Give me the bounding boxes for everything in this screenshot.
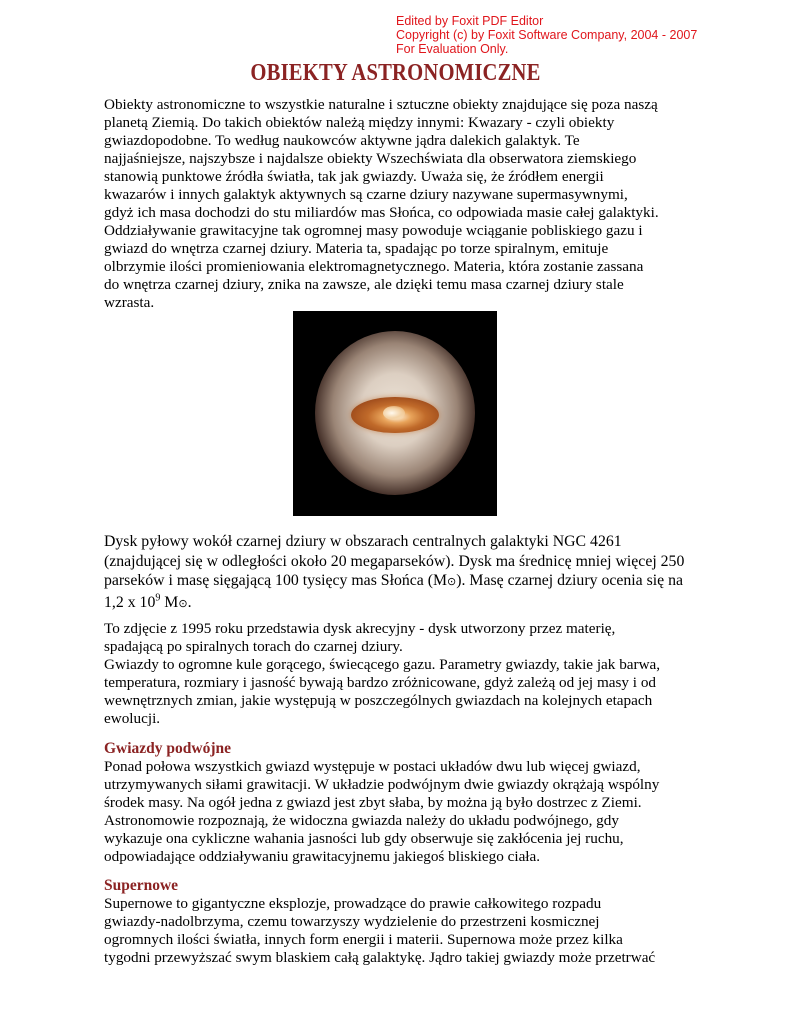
accretion-disk-photo (293, 311, 497, 516)
watermark-line-2: Copyright (c) by Foxit Software Company, 2004 - 2007 (396, 28, 698, 42)
text-line: Gwiazdy to ogromne kule gorącego, świecącego gazu. Parametry gwiazdy, takie jak barwa, (104, 656, 661, 673)
dust-disk (351, 397, 439, 433)
text-line: najjaśniejsze, najszybsze i najdalsze obiekty Wszechświata dla obserwatora ziemskiego (104, 150, 637, 167)
text-line: kwazarów i innych galaktyk aktywnych są czarne dziury nazywane supermasywnymi, (104, 186, 628, 203)
sun-symbol: ⊙ (447, 576, 457, 588)
disk-core (383, 406, 405, 420)
text-line: wewnętrznych zmian, jakie występują w poszczególnych gwiazdach na kolejnych etapach (104, 692, 653, 709)
text-line: odpowiadające oddziaływaniu grawitacyjnemu jakiegoś bliskiego ciała. (104, 848, 541, 865)
heading-binary-stars: Gwiazdy podwójne (104, 740, 232, 757)
binary-stars-paragraph (104, 758, 674, 866)
text-line: spadającą po spiralnych torach do czarnej dziury. (104, 638, 403, 655)
watermark-line-3: For Evaluation Only. (396, 42, 509, 56)
text-line: wykazuje ona cykliczne wahania jasności lub gdy obserwuje się zakłócenia jej ruchu, (104, 830, 624, 847)
text-line: Astronomowie rozpoznają, że widoczna gwiazda należy do układu podwójnego, gdy (104, 812, 619, 829)
sun-symbol: ⊙ (178, 597, 188, 610)
page-title: OBIEKTY ASTRONOMICZNE (250, 60, 541, 86)
caption-line (104, 571, 684, 593)
foxit-watermark (396, 14, 697, 56)
text-line: środek masy. Na ogół jedna z gwiazd jest zbyt słaba, by można ją było dostrzec z Ziemi. (104, 794, 642, 811)
text-line: gwiazdy-nadolbrzyma, czemu towarzyszy wydzielenie do przestrzeni kosmicznej (104, 913, 600, 930)
caption-line: Dysk pyłowy wokół czarnej dziury w obszarach centralnych galaktyki NGC 4261 (104, 533, 622, 550)
exponent: 9 (155, 592, 161, 604)
text-line: Obiekty astronomiczne to wszystkie naturalne i sztuczne obiekty znajdujące się poza naszą (104, 96, 658, 113)
text-line: utrzymywanych siłami grawitacji. W układzie podwójnym dwie gwiazdy okrążają wspólny (104, 776, 660, 793)
caption-text: ). Masę czarnej dziury ocenia się na (456, 572, 684, 589)
supernovae-paragraph (104, 895, 674, 967)
text-line: gwiazd do wnętrza czarnej dziury. Materia ta, spadając po torze spiralnym, emituje (104, 240, 609, 257)
caption-line: (znajdującej się w odległości około 20 megaparseków). Dysk ma średnicę mniej więcej 250 (104, 552, 685, 570)
photo-caption (104, 532, 685, 614)
intro-paragraph (104, 96, 674, 312)
heading-supernovae: Supernowe (104, 877, 179, 894)
watermark-line-1: Edited by Foxit PDF Editor (396, 14, 544, 28)
caption-text: M (160, 593, 179, 611)
caption-text: 1,2 x 10 (104, 593, 156, 611)
text-line: ogromnych ilości światła, innych form energii i materii. Supernowa może przez kilka (104, 931, 623, 948)
text-line: planetą Ziemią. Do takich obiektów należą między innymi: Kwazary - czyli obiekty (104, 114, 615, 131)
text-line: temperatura, rozmiary i jasność bywają bardzo zróżnicowane, gdyż zależą od jej masy i od (104, 674, 657, 691)
text-line: do wnętrza czarnej dziury, znika na zawsze, ale dzięki temu masa czarnej dziury stale (104, 276, 624, 293)
text-line: Oddziaływanie grawitacyjne tak ogromnej masy powoduje wciąganie pobliskiego gazu i (104, 222, 643, 239)
text-line: gwiazdopodobne. To według naukowców aktywne jądra dalekich galaktyk. Te (104, 132, 580, 149)
text-line: ewolucji. (104, 710, 161, 727)
text-line: wzrasta. (104, 294, 155, 311)
text-line: To zdjęcie z 1995 roku przedstawia dysk akrecyjny - dysk utworzony przez materię, (104, 620, 616, 637)
text-line: olbrzymie ilości promieniowania elektromagnetycznego. Materia, która zostanie zassana (104, 258, 644, 275)
text-line: gdyż ich masa dochodzi do stu miliardów mas Słońca, co odpowiada masie całej galaktyki. (104, 204, 659, 221)
text-line: Ponad połowa wszystkich gwiazd występuje w postaci układów dwu lub więcej gwiazd, (104, 758, 641, 775)
text-line: Supernowe to gigantyczne eksplozje, prowadzące do prawie całkowitego rozpadu (104, 895, 602, 912)
caption-text: parseków i masę sięgającą 100 tysięcy mas Słońca (M (104, 572, 448, 589)
text-line: stanowią punktowe źródła światła, tak jak gwiazdy. Uważa się, że źródłem energii (104, 168, 604, 185)
caption-line: 1,2 x $10^9$ M⊙. (104, 592, 192, 611)
accretion-stars-paragraph (104, 620, 674, 728)
text-line: tygodni przewyższać swym blaskiem całą galaktykę. Jądro takiej gwiazdy może przetrwać (104, 949, 656, 966)
